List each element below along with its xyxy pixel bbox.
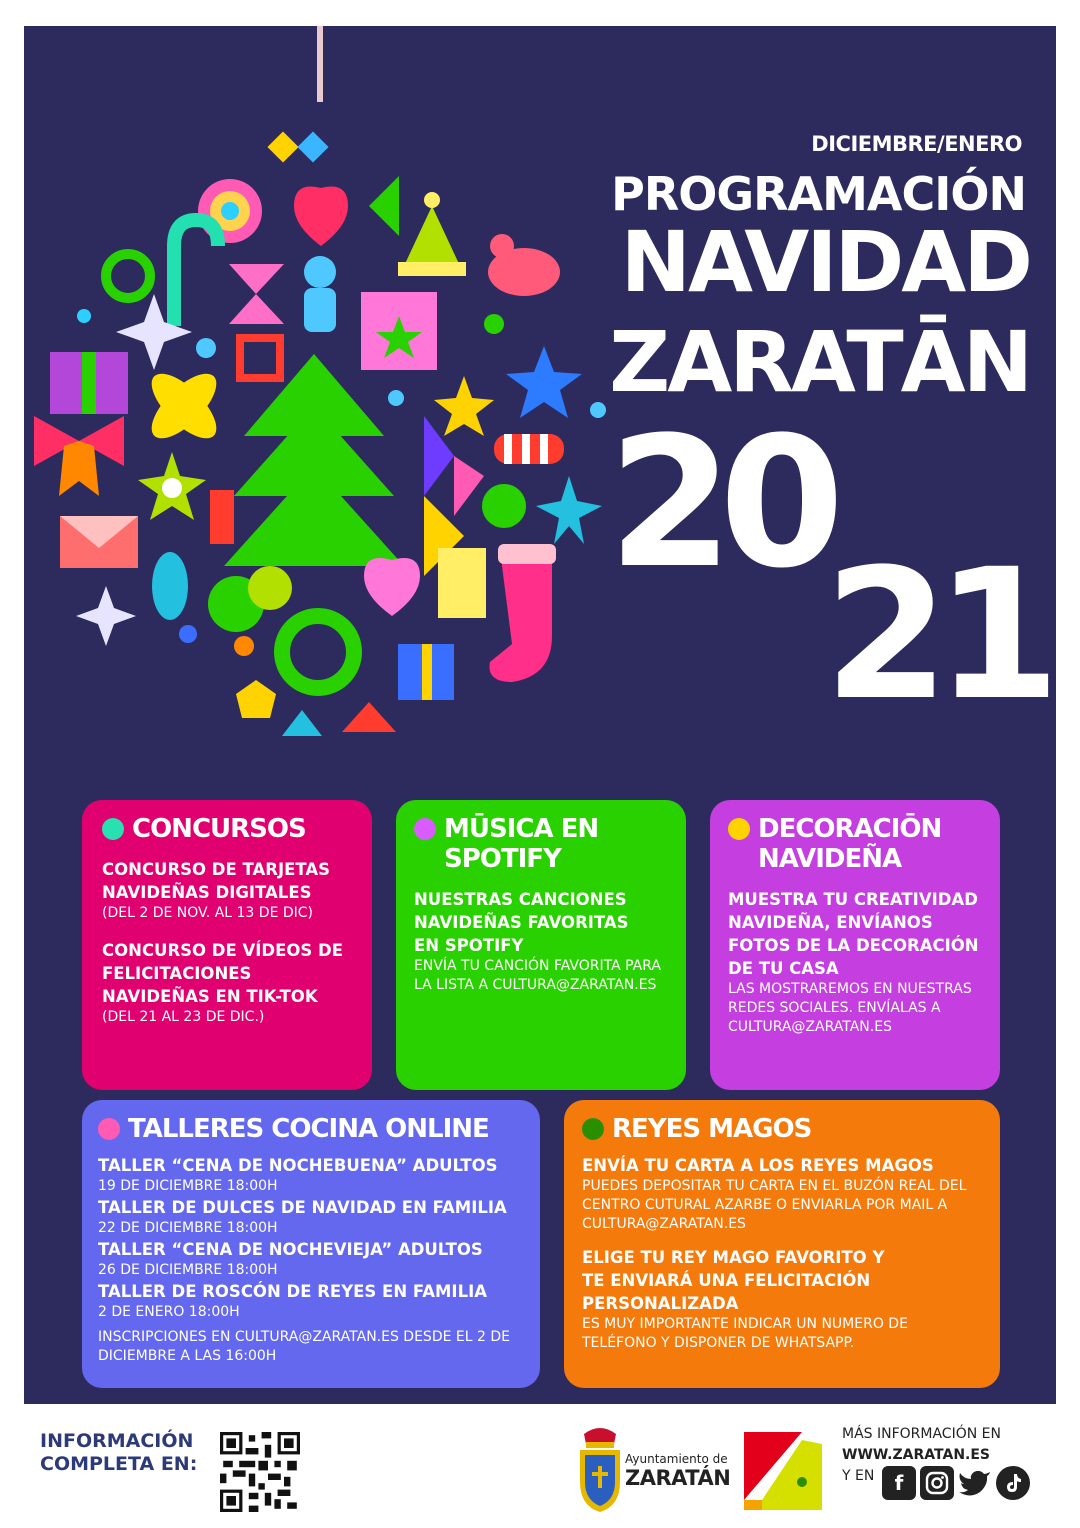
title-line-3: ZARATĀN [609,313,1030,411]
ayuntamiento-label: Ayuntamiento de [625,1452,728,1466]
zaratan-coat-of-arms-logo [576,1422,624,1514]
ayuntamiento-name: ZARATÁN [625,1466,731,1490]
contest-dates: (DEL 21 AL 23 DE DIC.) [102,1009,265,1025]
card-talleres-cocina [82,1100,540,1388]
qr-code[interactable] [220,1432,300,1512]
workshop-name: TALLER DE ROSCÓN DE REYES EN FAMILIA [98,1282,487,1301]
workshop-name: TALLER “CENA DE NOCHEVIEJA” ADULTOS [98,1240,483,1259]
facebook-icon[interactable]: f [882,1466,916,1500]
contest-dates: (DEL 2 DE NOV. AL 13 DE DIC) [102,905,314,921]
card-body-strong: ELIGE TU REY MAGO FAVORITO Y TE ENVIARÁ UNA FELICITACIÓN PERSONALIZADA [582,1248,885,1313]
christmas-ornament-illustration [24,96,624,756]
zaratan-brand-logo [742,1430,824,1512]
card-body-small: PUEDES DEPOSITAR TU CARTA EN EL BUZÓN REAL DEL CENTRO CUTURAL AZARBE O ENVIARLA POR MAIL A CULTURA@ZARATAN.ES [582,1178,967,1232]
website-link[interactable]: WWW.ZARATAN.ES [842,1447,990,1463]
card-body-small: LAS MOSTRAREMOS EN NUESTRAS REDES SOCIALES. ENVÍALAS A CULTURA@ZARATAN.ES [728,981,972,1035]
bullet-dot [102,818,124,840]
workshop-name: TALLER DE DULCES DE NAVIDAD EN FAMILIA [98,1198,507,1217]
card-body-strong: NUESTRAS CANCIONES NAVIDEÑAS FAVORITAS EN SPOTIFY [414,890,629,955]
card-body-strong: MUESTRA TU CREATIVIDAD NAVIDEÑA, ENVÍANOS FOTOS DE LA DECORACIÓN DE TU CASA [728,890,979,978]
title-line-2: NAVIDAD [620,213,1030,311]
card-reyes-magos [564,1100,1000,1388]
registration-note: INSCRIPCIONES EN CULTURA@ZARATAN.ES DESDE EL 2 DE DICIEMBRE A LAS 16:00H [98,1329,510,1364]
card-title: SPOTIFY [444,844,561,874]
card-title: DECORACIŌN [758,814,942,844]
card-decoracion [710,800,1000,1090]
card-title: NAVIDEÑA [758,844,902,874]
twitter-icon[interactable] [958,1466,992,1500]
workshop-date: 19 DE DICIEMBRE 18:00H [98,1178,278,1194]
footer-info-label: INFORMACIÓN COMPLETA EN: [40,1430,198,1475]
card-title: REYES MAGOS [612,1114,812,1144]
tiktok-icon[interactable] [996,1466,1030,1500]
card-title: CONCURSOS [132,814,306,844]
more-info: MÁS INFORMACIÓN EN WWW.ZARATAN.ES Y EN [842,1426,1001,1484]
bullet-dot [728,818,750,840]
bullet-dot [582,1118,604,1140]
year-part-1: 20 [608,399,831,608]
social-links [882,1466,1030,1500]
card-title: TALLERES COCINA ONLINE [128,1114,489,1144]
card-body-small: ENVÍA TU CANCIÓN FAVORITA PARA LA LISTA A CULTURA@ZARATAN.ES [414,958,661,993]
instagram-icon[interactable] [920,1466,954,1500]
contest-name: CONCURSO DE VÍDEOS DE FELICITACIONES NAVIDEÑAS EN TIK-TOK [102,941,344,1006]
card-body-strong: ENVÍA TU CARTA A LOS REYES MAGOS [582,1156,934,1175]
bullet-dot [414,818,436,840]
workshop-date: 2 DE ENERO 18:00H [98,1304,240,1320]
card-concursos [82,800,372,1090]
year-part-2: 21 [824,531,1047,740]
card-body-small: ES MUY IMPORTANTE INDICAR UN NUMERO DE TELÉFONO Y DISPONER DE WHATSAPP. [582,1316,908,1351]
workshop-date: 26 DE DICIEMBRE 18:00H [98,1262,278,1278]
workshop-date: 22 DE DICIEMBRE 18:00H [98,1220,278,1236]
title-line-1: PROGRAMACIÓN [611,167,1026,221]
card-title: MŪSICA EN [444,814,599,844]
workshop-name: TALLER “CENA DE NOCHEBUENA” ADULTOS [98,1156,498,1175]
kicker-date-range: DICIEMBRE/ENERO [811,132,1022,156]
ornament-string [317,26,323,102]
contest-name: CONCURSO DE TARJETAS NAVIDEÑAS DIGITALES [102,860,331,902]
card-musica-spotify [396,800,686,1090]
bullet-dot [98,1118,120,1140]
